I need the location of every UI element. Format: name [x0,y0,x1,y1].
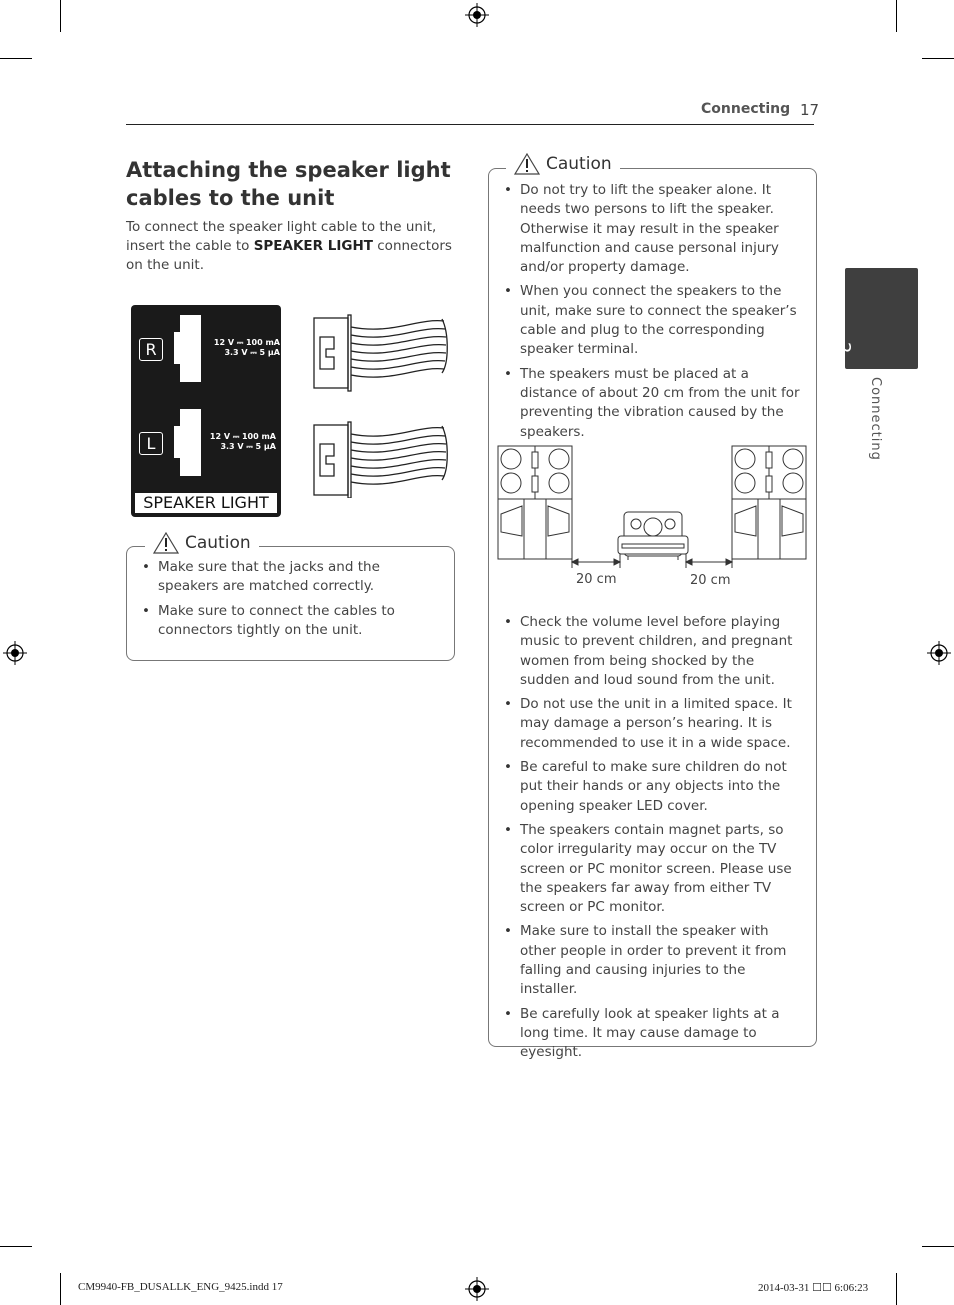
caution-title-left [145,532,259,554]
distance-label-right: 20 cm [690,573,731,588]
chapter-tab-number: 2 [833,342,854,354]
footer-datetime: 2014-03-31 ☐☐ 6:06:23 [758,1282,869,1294]
rating-l-line2: 3.3 V ⎓ 5 μA [220,442,276,451]
speaker-light-label: SPEAKER LIGHT [134,492,278,514]
intro-text-end: connectors on the unit. [126,238,452,273]
caution-list-right-top [504,181,802,447]
crop-mark [60,0,61,32]
crop-mark [922,1246,954,1247]
list-item: • Be carefully look at speaker lights at a long time. It may cause damage to eyesight. [504,1005,802,1063]
rating-r-line2: 3.3 V ⎓ 5 μA [224,348,280,357]
registration-mark-icon [465,3,489,27]
section-title: Attaching the speaker light cables to the unit [126,158,451,210]
list-item: • Make sure to install the speaker with other people in order to prevent it from falling and causing injuries to the installer. [504,922,802,999]
crop-mark [0,58,32,59]
warning-triangle-icon [153,532,179,554]
caution-title-text: Caution [185,533,251,553]
connector-l-notch [174,426,181,458]
connector-r-notch [174,332,181,364]
connector-l-slot [180,409,201,476]
caution-title-text: Caution [546,154,612,174]
rating-l [208,432,276,452]
speaker-placement-illustration [496,444,810,594]
connector-l-label: L [139,432,163,455]
crop-mark [60,1273,61,1305]
list-item: • The speakers contain magnet parts, so color irregularity may occur on the TV screen or PC monitor screen. Please use the speakers far away from either TV screen or PC monitor. [504,821,802,917]
cable-plugs-illustration [312,313,452,498]
intro-paragraph [126,218,461,275]
caution-list-left [142,558,437,645]
caution-title-right [506,153,620,175]
list-item: • Do not try to lift the speaker alone. It needs two persons to lift the speaker. Otherwise it may result in the speaker malfunction and cause personal injury and/or property damage. [504,181,802,277]
page-number: 17 [800,101,820,119]
intro-bold-term: SPEAKER LIGHT [253,238,373,254]
crop-mark [922,58,954,59]
chapter-tab [845,268,918,369]
list-item: • Make sure that the jacks and the speakers are matched correctly. [142,558,437,597]
list-item: • Do not use the unit in a limited space. It may damage a person’s hearing. It is recommended to use it in a wide space. [504,695,802,753]
rating-l-line1: 12 V ⎓ 100 mA [209,432,276,441]
header-section-title: Connecting [701,101,791,117]
caution-list-right-bottom [504,613,802,1068]
list-item: • The speakers must be placed at a distance of about 20 cm from the unit for preventing the vibration caused by the speakers. [504,365,802,442]
rating-r-line1: 12 V ⎓ 100 mA [213,338,280,347]
registration-mark-icon [927,641,951,665]
connector-r-label: R [139,338,163,361]
list-item: • Be careful to make sure children do not put their hands or any objects into the opening speaker LED cover. [504,758,802,816]
list-item: • Make sure to connect the cables to connectors tightly on the unit. [142,602,437,641]
intro-text: To connect the speaker light cable to the unit, insert the cable to [126,219,437,254]
registration-mark-icon [465,1277,489,1301]
list-item: • Check the volume level before playing music to prevent children, and pregnant women from being shocked by the sudden and loud sound from the unit. [504,613,802,690]
crop-mark [896,0,897,32]
distance-label-left: 20 cm [576,572,617,587]
header-divider [126,124,814,125]
connector-r-slot [180,315,201,382]
list-item: • When you connect the speakers to the unit, make sure to connect the speaker’s cable and plug to the corresponding speaker terminal. [504,282,802,359]
crop-mark [896,1273,897,1305]
warning-triangle-icon [514,153,540,175]
crop-mark [0,1246,32,1247]
footer-file-name: CM9940-FB_DUSALLK_ENG_9425.indd 17 [78,1281,283,1293]
registration-mark-icon [3,641,27,665]
speaker-light-panel [131,305,281,517]
chapter-tab-label: Connecting [868,377,883,461]
rating-r [212,338,280,358]
